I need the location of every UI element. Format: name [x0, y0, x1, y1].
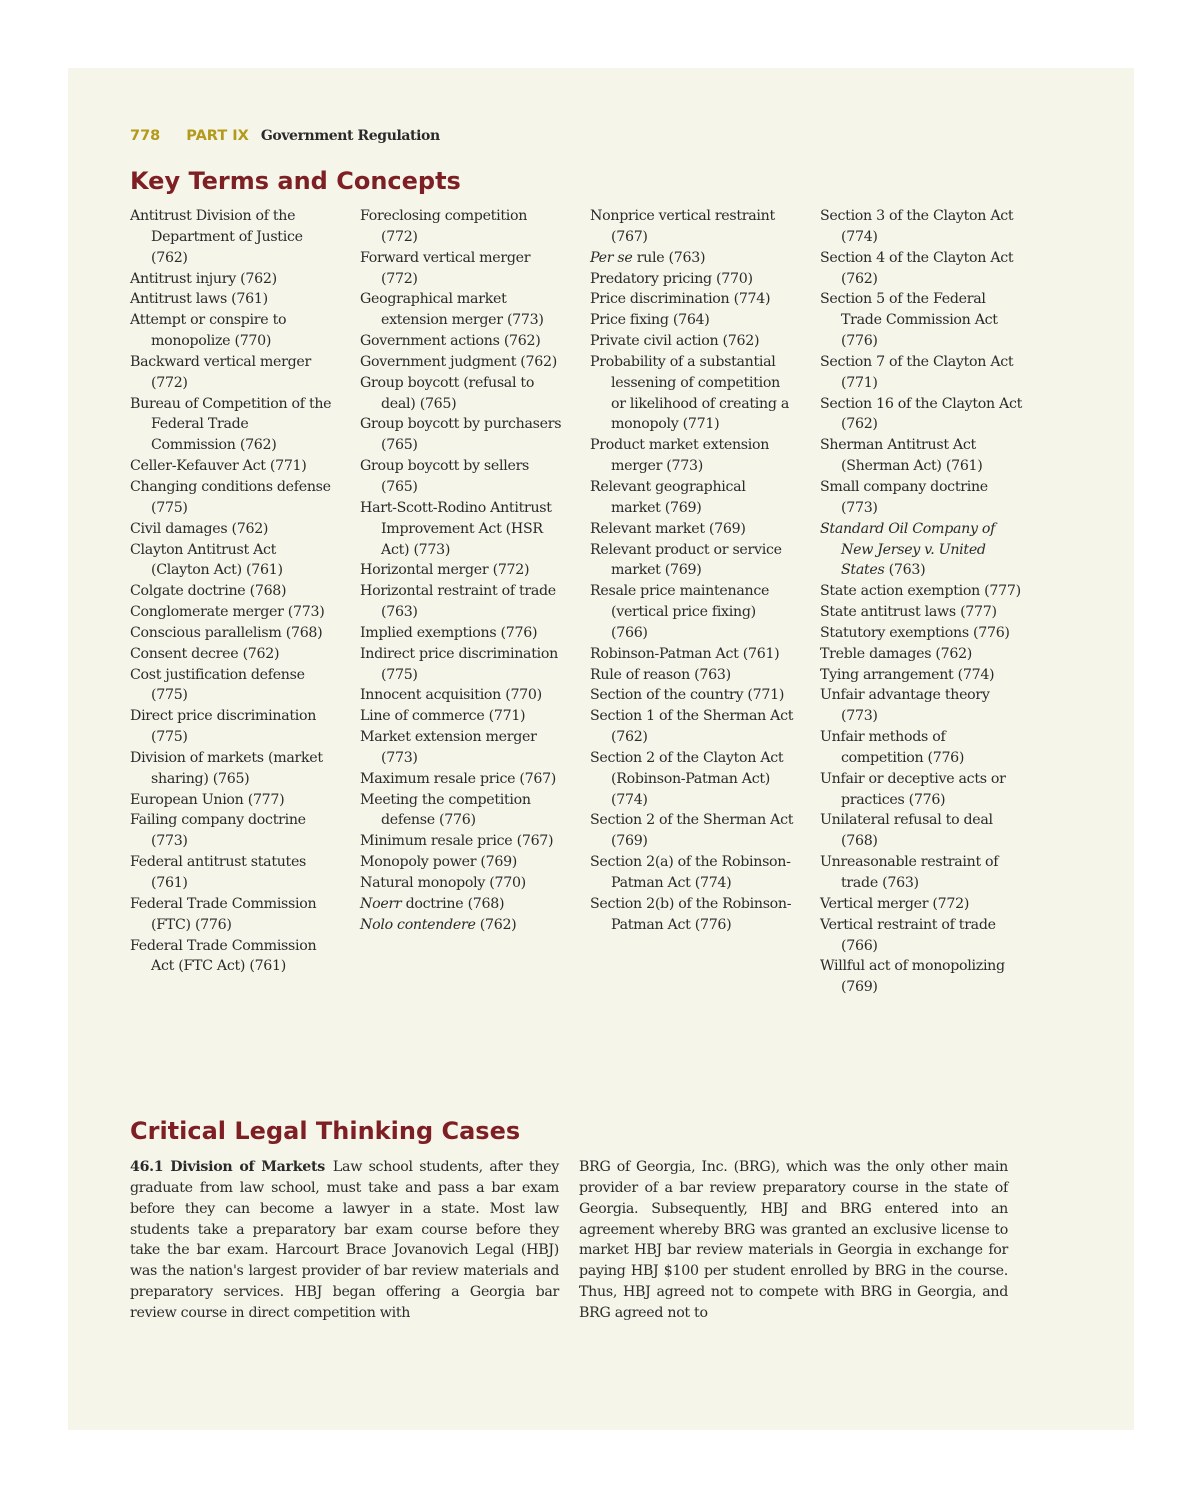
- key-term-text: Section 4 of the Clayton Act (762): [820, 249, 1014, 287]
- key-term: [360, 248, 564, 290]
- cases-heading: Critical Legal Thinking Cases: [130, 1117, 521, 1145]
- key-term-text: Predatory pricing (770): [590, 270, 753, 287]
- key-term: [130, 623, 334, 644]
- case-column-right: [579, 1157, 1008, 1324]
- key-term: [590, 331, 794, 352]
- key-term: [820, 206, 1024, 248]
- key-term-text: Federal Trade Commission (FTC) (776): [130, 895, 317, 933]
- key-term-text: Section 2 of the Sherman Act (769): [590, 812, 794, 850]
- key-term-text: Nonprice vertical restraint (767): [590, 208, 775, 245]
- key-term: [130, 894, 334, 936]
- key-term: [360, 498, 564, 561]
- key-term: [820, 477, 1024, 519]
- key-term: [360, 623, 564, 644]
- key-term-text: Federal Trade Commission Act (FTC Act) (761): [130, 937, 317, 975]
- key-term: [820, 810, 1024, 852]
- key-term: [130, 602, 334, 623]
- key-term-text: Civil damages (762): [130, 520, 269, 537]
- key-term-text: Bureau of Competition of the Federal Trade Commission (762): [130, 395, 332, 454]
- key-term: [130, 456, 334, 477]
- key-term: [130, 644, 334, 665]
- key-term-text: Horizontal restraint of trade (763): [360, 583, 556, 621]
- key-term: [590, 352, 794, 435]
- key-term: [590, 519, 794, 540]
- key-term: [590, 685, 794, 706]
- key-term: [360, 352, 564, 373]
- key-term: [130, 790, 334, 811]
- key-terms-column: [130, 206, 334, 998]
- key-term-italic: Per se: [590, 249, 633, 266]
- key-term: [820, 956, 1024, 998]
- key-term-text: Attempt or conspire to monopolize (770): [130, 312, 287, 350]
- key-term-text: Meeting the competition defense (776): [360, 791, 531, 829]
- key-term-text: Product market extension merger (773): [590, 437, 770, 475]
- key-term: [590, 435, 794, 477]
- key-term-text: (763): [884, 562, 926, 579]
- key-term: [360, 915, 564, 936]
- key-term: [130, 852, 334, 894]
- key-term: [820, 289, 1024, 352]
- key-term: [820, 852, 1024, 894]
- key-term-text: Conscious parallelism (768): [130, 624, 323, 641]
- key-term-text: Sherman Antitrust Act (Sherman Act) (761): [820, 437, 983, 475]
- key-terms-list: [130, 206, 1050, 998]
- key-term: [590, 477, 794, 519]
- key-term-text: Unfair or deceptive acts or practices (776): [820, 770, 1006, 808]
- key-term: [360, 456, 564, 498]
- key-term-text: Group boycott (refusal to deal) (765): [360, 374, 535, 412]
- key-term-text: Section of the country (771): [590, 687, 785, 704]
- key-term: [360, 289, 564, 331]
- key-term: [360, 894, 564, 915]
- key-term-italic: Standard Oil Company of New Jersey v. United States: [820, 520, 996, 579]
- key-term: [590, 665, 794, 686]
- key-term-text: Unfair methods of competition (776): [820, 729, 965, 766]
- key-term-text: Backward vertical merger (772): [130, 353, 311, 391]
- key-term-text: Changing conditions defense (775): [130, 478, 331, 516]
- key-term: [360, 644, 564, 686]
- page-number: 778: [130, 128, 161, 144]
- key-term-text: Relevant market (769): [590, 520, 746, 537]
- key-term-text: Hart-Scott-Rodino Antitrust Improvement Act (HSR Act) (773): [360, 499, 552, 558]
- key-term-text: Antitrust Division of the Department of Justice (762): [130, 208, 303, 266]
- key-term: [820, 685, 1024, 727]
- key-term-text: Clayton Antitrust Act (Clayton Act) (761): [130, 541, 283, 579]
- key-term-text: Group boycott by purchasers (765): [360, 416, 562, 454]
- key-term: [360, 331, 564, 352]
- key-term-text: Conglomerate merger (773): [130, 604, 325, 621]
- key-term-text: doctrine (768): [401, 895, 505, 912]
- key-term: [360, 414, 564, 456]
- key-term-text: Vertical restraint of trade (766): [820, 916, 996, 954]
- key-term-text: European Union (777): [130, 791, 285, 808]
- key-term: [590, 810, 794, 852]
- key-term-text: Antitrust laws (761): [130, 291, 268, 308]
- key-term: [590, 540, 794, 582]
- key-term: [590, 748, 794, 811]
- key-term-text: Section 16 of the Clayton Act (762): [820, 395, 1023, 433]
- key-term: [360, 685, 564, 706]
- key-term-text: Robinson-Patman Act (761): [590, 645, 780, 662]
- key-term: [130, 748, 334, 790]
- key-term-text: Horizontal merger (772): [360, 562, 530, 579]
- key-term: [360, 769, 564, 790]
- key-term: [130, 810, 334, 852]
- key-term-text: Vertical merger (772): [820, 895, 970, 912]
- key-term: [590, 206, 794, 248]
- key-term-text: Government actions (762): [360, 333, 541, 350]
- key-term-italic: Noerr: [360, 895, 402, 912]
- key-term-text: Geographical market extension merger (773): [360, 291, 544, 329]
- key-term-italic: Nolo contendere: [360, 916, 476, 933]
- key-term-text: Foreclosing competition (772): [360, 208, 528, 245]
- key-term-text: Innocent acquisition (770): [360, 687, 542, 704]
- key-term-text: Maximum resale price (767): [360, 770, 557, 787]
- key-term-text: Antitrust injury (762): [130, 270, 277, 287]
- key-term-text: Section 1 of the Sherman Act (762): [590, 708, 794, 746]
- key-term-text: Line of commerce (771): [360, 708, 526, 725]
- key-term-text: Natural monopoly (770): [360, 875, 526, 891]
- key-term-text: Statutory exemptions (776): [820, 624, 1010, 641]
- key-term: [360, 581, 564, 623]
- key-term: [130, 289, 334, 310]
- key-term-text: Consent decree (762): [130, 645, 280, 662]
- key-term: [590, 706, 794, 748]
- part-label: PART IX: [186, 128, 249, 144]
- key-term: [130, 310, 334, 352]
- key-term-text: Minimum resale price (767): [360, 833, 554, 850]
- key-term-text: Private civil action (762): [590, 333, 760, 350]
- key-term-text: Unreasonable restraint of trade (763): [820, 854, 999, 891]
- key-term-text: rule (763): [632, 249, 706, 266]
- key-term-text: Relevant product or service market (769): [590, 541, 782, 579]
- key-term-text: Unilateral refusal to deal (768): [820, 812, 993, 850]
- running-head: [130, 128, 440, 144]
- key-term-text: Small company doctrine (773): [820, 478, 988, 516]
- key-term-text: Indirect price discrimination (775): [360, 645, 558, 683]
- key-term: [590, 269, 794, 290]
- key-term: [820, 519, 1024, 582]
- key-term: [360, 831, 564, 852]
- key-term: [590, 310, 794, 331]
- key-term-text: Rule of reason (763): [590, 666, 731, 683]
- key-term-text: Celler-Kefauver Act (771): [130, 458, 307, 475]
- key-term: [820, 602, 1024, 623]
- key-term: [360, 706, 564, 727]
- section-title: Government Regulation: [260, 128, 440, 144]
- key-term-text: Government judgment (762): [360, 353, 557, 370]
- key-term: [130, 665, 334, 707]
- key-term: [820, 665, 1024, 686]
- case-column-left: [130, 1157, 559, 1324]
- key-term: [360, 560, 564, 581]
- key-term-text: (762): [475, 916, 517, 933]
- key-term-text: State antitrust laws (777): [820, 604, 997, 621]
- key-term-text: Probability of a substantial lessening of competition or likelihood of creating a monopoly (771): [590, 353, 790, 433]
- key-term: [820, 623, 1024, 644]
- key-terms-heading: Key Terms and Concepts: [130, 167, 461, 195]
- key-term-text: Willful act of monopolizing (769): [820, 958, 1005, 996]
- key-term-text: Implied exemptions (776): [360, 624, 538, 641]
- case-body-left: Law school students, after they graduate from law school, must take and pass a bar exam before they can become a lawyer in a state. Most law students take a preparatory bar exam course before they take the bar exam. Harcourt Brace Jovanovich Legal (HBJ) was the nation's largest provider of bar review materials and preparatory services. HBJ began offering a Georgia bar review course in direct competition with: [130, 1159, 559, 1321]
- key-term-text: Colgate doctrine (768): [130, 583, 287, 600]
- key-term: [130, 206, 334, 269]
- key-term: [360, 852, 564, 873]
- key-term-text: Section 2 of the Clayton Act (Robinson-Patman Act) (774): [590, 749, 784, 808]
- key-term-text: Treble damages (762): [820, 645, 973, 662]
- key-term-text: Price fixing (764): [590, 312, 710, 329]
- key-term: [360, 790, 564, 832]
- key-terms-column: [820, 206, 1024, 998]
- key-term: [820, 581, 1024, 602]
- key-term: [820, 248, 1024, 290]
- key-term-text: Price discrimination (774): [590, 291, 771, 308]
- case-title: 46.1 Division of Markets: [130, 1159, 325, 1175]
- key-term: [130, 477, 334, 519]
- book-page: [68, 68, 1134, 1430]
- key-term: [820, 394, 1024, 436]
- key-term: [590, 894, 794, 936]
- key-terms-column: [590, 206, 794, 998]
- key-term: [820, 915, 1024, 957]
- case-text: [130, 1157, 1008, 1324]
- key-term: [820, 644, 1024, 665]
- key-term-text: Forward vertical merger (772): [360, 249, 531, 287]
- key-term: [590, 248, 794, 269]
- key-term-text: Section 3 of the Clayton Act (774): [820, 208, 1014, 245]
- key-term: [130, 581, 334, 602]
- key-term-text: Section 2(b) of the Robinson-Patman Act (776): [590, 895, 792, 933]
- key-term-text: Tying arrangement (774): [820, 666, 995, 683]
- key-term-text: Section 7 of the Clayton Act (771): [820, 353, 1014, 391]
- key-term-text: Section 2(a) of the Robinson-Patman Act (774): [590, 854, 791, 891]
- key-term: [130, 352, 334, 394]
- key-term: [360, 373, 564, 415]
- key-term-text: Cost justification defense (775): [130, 666, 305, 704]
- key-term-text: Group boycott by sellers (765): [360, 458, 530, 495]
- key-term: [130, 936, 334, 978]
- key-term: [130, 540, 334, 582]
- key-term: [130, 706, 334, 748]
- key-term: [820, 894, 1024, 915]
- key-term: [590, 581, 794, 644]
- key-term-text: Direct price discrimination (775): [130, 708, 317, 746]
- key-term-text: Failing company doctrine (773): [130, 812, 306, 850]
- key-term: [130, 269, 334, 290]
- key-term: [360, 727, 564, 769]
- key-term-text: Section 5 of the Federal Trade Commission Act (776): [820, 291, 998, 350]
- key-term-text: Division of markets (market sharing) (765): [130, 749, 323, 787]
- key-term: [130, 519, 334, 540]
- key-term-text: Market extension merger (773): [360, 729, 537, 766]
- key-term: [820, 435, 1024, 477]
- key-term-text: Monopoly power (769): [360, 854, 518, 871]
- key-term: [820, 769, 1024, 811]
- key-term-text: State action exemption (777): [820, 583, 1021, 600]
- key-term: [590, 289, 794, 310]
- key-term: [130, 394, 334, 457]
- key-term: [590, 644, 794, 665]
- key-term: [820, 352, 1024, 394]
- key-terms-column: [360, 206, 564, 998]
- key-term: [360, 206, 564, 248]
- key-term: [590, 852, 794, 894]
- case-body-right: BRG of Georgia, Inc. (BRG), which was the only other main provider of a bar review preparatory course in the state of Georgia. Subsequently, HBJ and BRG entered into an agreement whereby BRG was granted an exclusive license to market HBJ bar review materials in Georgia in exchange for paying HBJ $100 per student enrolled by BRG in the course. Thus, HBJ agreed not to compete with BRG in Georgia, and BRG agreed not to: [579, 1159, 1008, 1321]
- key-term-text: Federal antitrust statutes (761): [130, 854, 307, 891]
- key-term-text: Relevant geographical market (769): [590, 478, 746, 516]
- key-term-text: Unfair advantage theory (773): [820, 687, 990, 725]
- key-term: [360, 873, 564, 894]
- key-term-text: Resale price maintenance (vertical price fixing) (766): [590, 583, 770, 641]
- key-term: [820, 727, 1024, 769]
